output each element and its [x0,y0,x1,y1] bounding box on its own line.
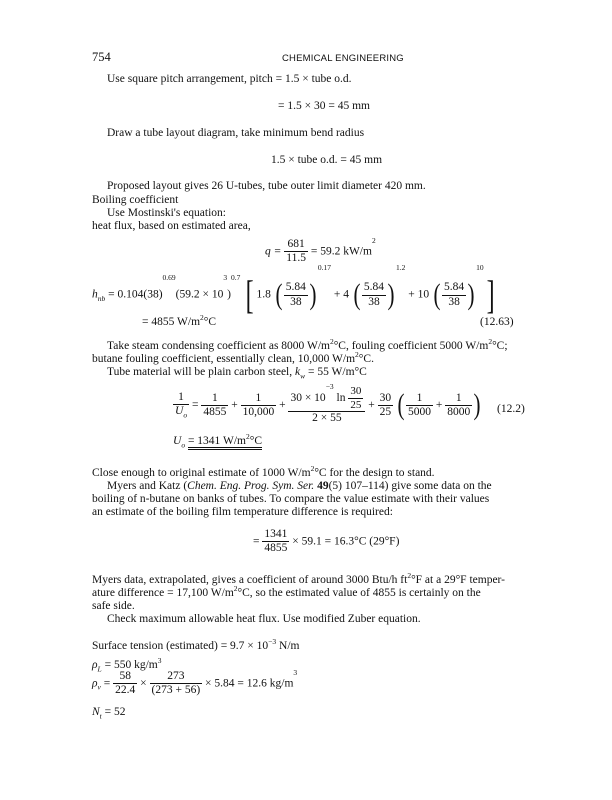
surface-tension [92,639,299,653]
running-title: CHEMICAL ENGINEERING [282,53,404,64]
denominator: 4855 [264,542,288,555]
text-line: heat flux, based on estimated area, [92,220,251,232]
text-line: an estimate of the boiling film temperature difference is required: [92,506,393,518]
exponent: 0.7 [230,273,241,282]
ln-fraction [348,385,363,411]
paren: ( [433,278,441,311]
denominator: 4855 [203,405,227,418]
text-segment: Close enough to original estimate of 1000 W/m [92,467,311,479]
numerator: 1 [201,392,228,406]
exponent: 2 [245,432,250,441]
result-text: = 4855 W/m [142,316,201,328]
paren: ( [275,278,283,311]
numerator: 1 [406,392,433,406]
text-line: Draw a tube layout diagram, take minimum bend radius [107,127,365,139]
text-segment: °C. [358,353,374,365]
result-unit: °C [249,435,262,447]
exponent: 2 [233,584,238,593]
text-segment: Surface tension (estimated) = 9.7 × 10 [92,640,269,652]
rhs: × 5.84 = 12.6 kg/m [205,677,294,690]
text-segment: °C, so the estimated value of 4855 is certainly on the [237,587,481,599]
exponent: 2 [407,571,412,580]
fraction [113,670,137,697]
text-segment: °C; [492,340,508,352]
paren: ) [473,388,481,422]
ln: ln [333,391,349,404]
exponent: 3 [157,656,162,665]
plus: + [231,398,238,411]
text-line: Use square pitch arrangement, pitch = 1.5 × tube o.d. [107,73,352,85]
exponent: 2 [329,337,334,346]
rhs: = 59.2 kW/m [310,245,372,258]
text-line: safe side. [92,600,135,612]
text-segment: °C, fouling coefficient 5000 W/m [333,340,489,352]
hnb-mid: (59.2 × 10 [175,288,224,301]
rho-l: $\rho_L = 550$ $kg/m^3$ [92,656,162,674]
text-segment: Myers and Katz ( [107,480,188,492]
text-segment: Myers data, extrapolated, gives a coefficient of around 3000 Btu/h ft [92,574,408,586]
right-bracket: ] [486,272,495,317]
paren: ) [387,278,395,311]
equation-hnb: $h_{nb} = 0.104(38)^{0.69}(59.2 \times 10^3)^{0.7}$ [ 1.8 ( $\frac{5.84}{38}$ )$^{0.17}$ + 4 ( $\frac{5.84}{38}$ )$^{1.2}$ + 10 ( $\frac{5.84}{38}$ )$^{10}$] [92,263,495,317]
numerator: 273 [150,670,203,684]
fraction [284,281,308,308]
text-line: Tube material will be plain carbon steel, $k_w = 55$ W/m°C [107,366,367,381]
exponent: −3 [325,382,334,391]
fraction [284,238,308,265]
numerator: 30 [378,392,394,406]
equation-uo [173,382,482,426]
section-heading: Boiling coefficient [92,194,179,206]
exponent: 2 [355,350,359,359]
denominator: $U_o$ [175,404,188,420]
coef: + 4 [333,288,350,301]
text-line: Use Mostinski's equation: [107,207,226,219]
plus: + [279,398,286,411]
exponent: 0.69 [162,273,176,282]
denominator: 2 × 55 [312,412,342,425]
equation-number: (12.63) [480,316,514,328]
numerator: 1 [173,391,189,405]
exponent: 2 [371,236,376,245]
text-segment: °F at a 29°F temper- [411,574,505,586]
equation-delta-t: = $\frac{1341}{4855}$ × 59.1 = 16.3°C (29°F) [253,528,400,555]
result-text: = 1341 W/m [187,435,246,447]
text-segment: = 52 [101,706,126,718]
volume: 49 [317,480,329,492]
coef: + 10 [408,288,430,301]
denominator: 38 [290,295,302,308]
denominator: 22.4 [115,684,136,697]
ln-coef: 30 × 10 [290,391,326,404]
rhs: × 59.1 = 16.3°C (29°F) [292,535,400,548]
denominator: (273 + 56) [151,684,201,697]
journal-name: Chem. Eng. Prog. Sym. Ser. [187,480,315,492]
denominator: 10,000 [242,405,275,418]
fraction [442,281,466,308]
left-bracket: [ [245,272,254,317]
numerator: 5.84 [362,281,386,295]
numerator: 5.84 [284,281,308,295]
hnb-close: ) [227,288,231,301]
rho-v: $\rho_v$ = $\frac{58}{22.4}$ × $\frac{273}{(273 + 56)}$ × 5.84 = 12.6 $kg/m^3$ [92,668,298,697]
denominator: 25 [379,405,392,418]
boxed-result [187,432,262,450]
denominator: 11.5 [286,252,306,265]
hnb-lhs: = 0.104(38) [108,288,163,301]
exponent: 0.17 [317,263,332,272]
q-symbol: q = [265,245,282,258]
exponent: 10 [476,263,484,272]
denominator: 5000 [408,405,431,418]
paren: ) [467,278,475,311]
fraction [445,392,472,419]
text-line: boiling of n-butane on banks of tubes. To compare the value estimate with their values [92,493,490,505]
paren: ) [309,278,317,311]
plus: + [435,398,443,411]
numerator: 58 [113,670,137,684]
numerator: 1 [445,392,472,406]
numerator: 681 [284,238,308,252]
exponent: 3 [293,668,298,677]
text-line: = 1.5 × 30 = 45 mm [278,100,370,112]
page-number: 754 [92,50,111,64]
numerator: 30 [350,385,362,397]
text-line [92,586,481,600]
text-segment: °C for the design to stand. [314,467,435,479]
equation-heat-flux [265,238,376,265]
denominator: 8000 [447,405,471,418]
text-segment: butane fouling coefficient, essentially clean, 10,000 W/m [92,353,356,365]
text-line: Check maximum allowable heat flux. Use modified Zuber equation. [107,613,421,625]
exponent: 1.2 [396,263,406,272]
fraction [262,528,289,555]
numerator: 5.84 [442,281,466,295]
exponent: 2 [488,337,493,346]
text-line: 1.5 × tube o.d. = 45 mm [271,154,383,166]
numerator [288,382,365,412]
text-segment: Tube material will be plain carbon steel, [107,366,295,378]
fraction [406,392,433,419]
text-segment: N/m [276,640,300,652]
times: × [140,677,147,690]
paren: ( [397,388,405,422]
numerator: 1341 [262,528,289,542]
text-segment: = 55 W/m°C [305,366,367,378]
uo-result: $U_o = 1341$ $W/m^2^\circ C$ [173,432,262,450]
denominator: 25 [350,398,362,411]
numerator: 1 [241,392,277,406]
nt: $N_t = 52$ [92,706,126,721]
exponent: 2 [310,464,315,473]
exponent: 3 [223,273,228,282]
exponent: −3 [268,637,277,646]
fraction [241,392,277,419]
fraction [378,392,394,419]
plus: + [368,398,375,411]
denominator: 38 [448,295,460,308]
fraction [362,281,386,308]
equation-number: (12.2) [497,403,525,415]
denominator: 38 [368,295,380,308]
fraction [150,670,203,697]
exponent: 2 [200,313,204,322]
coef: 1.8 [256,288,271,301]
text-segment: = 550 kg/m [101,659,158,671]
equals: = [191,398,199,411]
fraction [201,392,228,419]
result-unit: °C [203,316,217,328]
text-line: Proposed layout gives 26 U-tubes, tube outer limit diameter 420 mm. [107,180,426,192]
paren: ( [353,278,361,311]
text-segment: Take steam condensing coefficient as 8000 W/m [107,340,330,352]
fraction [173,391,189,420]
hnb-result [142,315,216,329]
fraction-ln [288,382,365,426]
text-segment: ature difference = 17,100 W/m [92,587,234,599]
text-segment: (5) 107–114) give some data on the [328,480,492,492]
